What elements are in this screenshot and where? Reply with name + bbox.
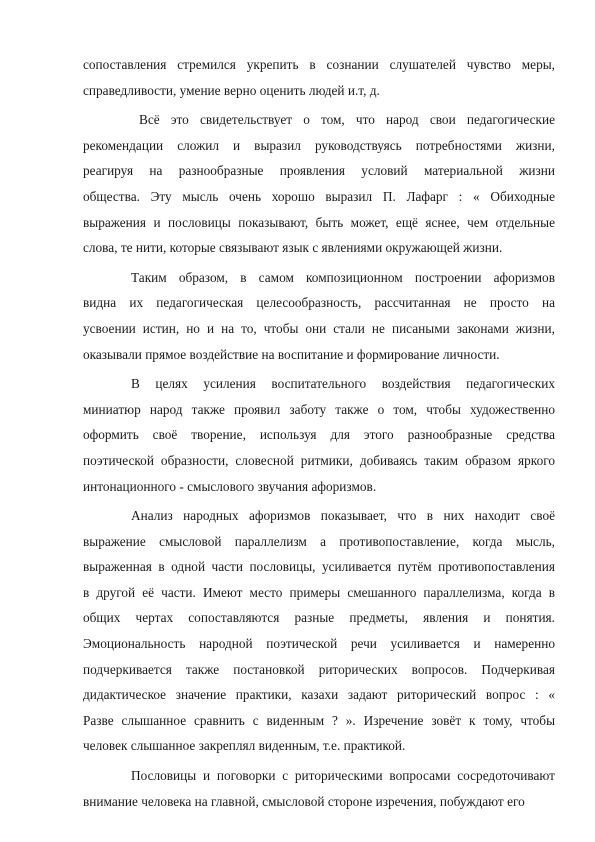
- text-line: Таким образом, в самом композиционном построении афоризмов: [131, 269, 555, 285]
- text-line: поэтической образности, словесной ритмики, добиваясь таким образом яркого: [83, 452, 555, 468]
- paragraph: [83, 763, 555, 814]
- body-text: [83, 52, 555, 814]
- text-line: видна их педагогическая целесообразность, рассчитанная не просто на: [83, 295, 555, 311]
- paragraph: [83, 52, 555, 103]
- text-line: рекомендации сложил и выразил руководствуясь потребностями жизни,: [83, 137, 555, 153]
- text-line: миниатюр народ также проявил заботу также о том, чтобы художественно: [83, 401, 555, 417]
- text-line: оказывали прямое воздействие на воспитание и формирование личности.: [83, 346, 500, 362]
- paragraph: [83, 371, 555, 499]
- paragraph: [83, 265, 555, 367]
- text-line: Эмоциональность народной поэтической речи усиливается и намеренно: [83, 636, 555, 652]
- text-line: человек слышанное закреплял виденным, т.е. практикой.: [83, 738, 406, 754]
- text-line: выраженная в одной части пословицы, усиливается путём противопоставления: [83, 559, 555, 575]
- paragraph: [83, 107, 555, 261]
- text-line: общих чертах сопоставляются разные предметы, явления и понятия.: [83, 610, 555, 626]
- text-line: оформить своё творение, используя для этого разнообразные средства: [83, 427, 555, 443]
- text-line: дидактическое значение практики, казахи задают риторический вопрос : «: [83, 687, 555, 703]
- text-line: справедливости, умение верно оценить людей и.т, д.: [83, 82, 380, 98]
- text-line: Пословицы и поговорки с риторическими вопросами сосредоточивают: [131, 768, 555, 784]
- text-line: внимание человека на главной, смысловой стороне изречения, побуждают его: [83, 793, 525, 809]
- text-line: реагируя на разнообразные проявления условий материальной жизни: [83, 163, 555, 179]
- text-line: общества. Эту мысль очень хорошо выразил П. Лафарг : « Обиходные: [83, 188, 555, 204]
- text-line: усвоении истин, но и на то, чтобы они стали не писаными законами жизни,: [83, 320, 555, 336]
- text-line: сопоставления стремился укрепить в сознании слушателей чувство меры,: [83, 57, 555, 72]
- text-line: выражение смысловой параллелизм а противопоставление, когда мысль,: [83, 533, 555, 549]
- paragraph: [83, 503, 555, 759]
- text-line: подчеркивается также постановкой риторических вопросов. Подчеркивая: [83, 661, 555, 677]
- text-line: в другой её части. Имеют место примеры смешанного параллелизма, когда в: [83, 584, 555, 600]
- text-line: Анализ народных афоризмов показывает, что в них находит своё: [131, 508, 555, 524]
- text-line: Разве слышанное сравнить с виденным ? ». Изречение зовёт к тому, чтобы: [83, 712, 555, 728]
- text-line: слова, те нити, которые связывают язык с явлениями окружающей жизни.: [83, 240, 503, 256]
- text-line: выражения и пословицы показывают, быть может, ещё яснее, чем отдельные: [83, 214, 555, 230]
- text-line: Всё это свидетельствует о том, что народ свои педагогические: [139, 112, 555, 128]
- text-line: интонационного - смыслового звучания афоризмов.: [83, 478, 377, 494]
- text-line: В целях усиления воспитательного воздействия педагогических: [131, 376, 555, 392]
